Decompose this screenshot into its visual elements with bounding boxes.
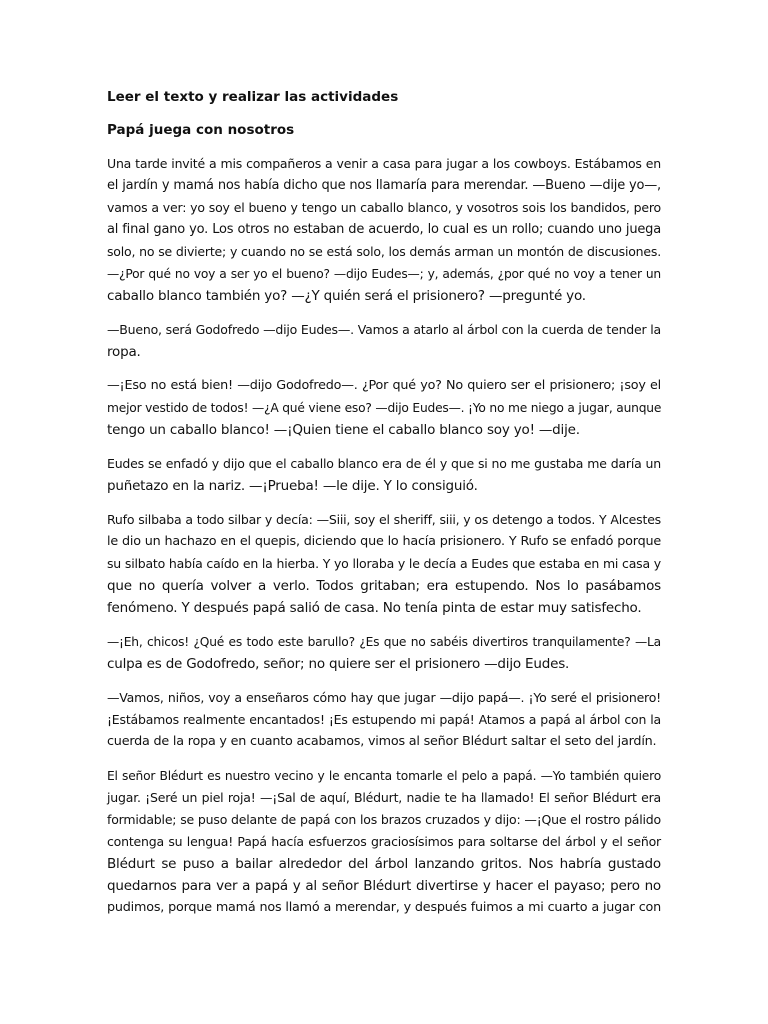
story-paragraph (107, 765, 661, 919)
paragraph-line: al final gano yo. Los otros no estaban de acuerdo, lo cual es un rollo; cuando uno juega (107, 222, 661, 237)
paragraph-line: el jardín y mamá nos había dicho que nos llamaría para merendar. —Bueno —dije yo—, (107, 178, 661, 193)
paragraph-line: El señor Blédurt es nuestro vecino y le encanta tomarle el pelo a papá. —Yo también quiero (107, 769, 661, 783)
paragraph-line: mejor vestido de todos! —¿A qué viene eso? —dijo Eudes—. ¡Yo no me niego a jugar, aunque (107, 401, 662, 415)
story-paragraph (107, 509, 661, 619)
paragraph-line: fenómeno. Y después papá salió de casa. No tenía pinta de estar muy satisfecho. (107, 600, 642, 616)
paragraph-line: —¡Eh, chicos! ¿Qué es todo este barullo? ¿Es que no sabéis divertiros tranquilamente? —La (107, 635, 661, 649)
paragraph-line: caballo blanco también yo? —¿Y quién será el prisionero? —pregunté yo. (107, 288, 586, 304)
paragraph-line: —Bueno, será Godofredo —dijo Eudes—. Vamos a atarlo al árbol con la cuerda de tender la (107, 322, 661, 337)
paragraph-line: Eudes se enfadó y dijo que el caballo blanco era de él y que si no me gustaba me daría un (107, 456, 661, 471)
paragraph-line: ropa. (107, 344, 141, 360)
paragraph-line: formidable; se puso delante de papá con los brazos cruzados y dijo: —¡Que el rostro pálido (107, 812, 661, 827)
paragraph-line: Rufo silbaba a todo silbar y decía: —Siii, soy el sheriff, siii, y os detengo a todos. Y Alcestes (107, 512, 661, 527)
paragraph-line: puñetazo en la nariz. —¡Prueba! —le dije. Y lo consiguió. (107, 478, 478, 494)
paragraph-line: —¡Eso no está bien! —dijo Godofredo—. ¿Por qué yo? No quiero ser el prisionero; ¡soy el (107, 378, 661, 393)
instruction-heading: Leer el texto y realizar las actividades (107, 89, 399, 105)
story-paragraph (107, 153, 661, 307)
paragraph-line: culpa es de Godofredo, señor; no quiere ser el prisionero —dijo Eudes. (107, 656, 570, 672)
paragraph-line: vamos a ver: yo soy el bueno y tengo un caballo blanco, y vosotros sois los bandidos, pero (107, 200, 661, 215)
document-page (107, 86, 661, 931)
paragraph-line: que no quería volver a verlo. Todos gritaban; era estupendo. Nos lo pasábamos (107, 578, 661, 594)
story-body (107, 153, 661, 919)
story-paragraph (107, 375, 661, 441)
paragraph-line: tengo un caballo blanco! —¡Quien tiene el caballo blanco soy yo! —dije. (107, 422, 580, 438)
story-paragraph (107, 319, 661, 363)
paragraph-line: ¡Estábamos realmente encantados! ¡Es estupendo mi papá! Atamos a papá al árbol con la (107, 712, 661, 727)
paragraph-line: —Vamos, niños, voy a enseñaros cómo hay que jugar —dijo papá—. ¡Yo seré el prisionero! (107, 690, 661, 705)
paragraph-line: —¿Por qué no voy a ser yo el bueno? —dijo Eudes—; y, además, ¿por qué no voy a tener un (107, 267, 661, 281)
paragraph-line: jugar. ¡Seré un piel roja! —¡Sal de aquí, Blédurt, nadie te ha llamado! El señor Blédurt era (107, 790, 661, 805)
paragraph-line: quedarnos para ver a papá y al señor Blédurt divertirse y hacer el payaso; pero no (107, 878, 661, 894)
paragraph-line: cuerda de la ropa y en cuanto acabamos, vimos al señor Blédurt saltar el seto del jardín. (107, 734, 657, 749)
paragraph-line: pudimos, porque mamá nos llamó a merendar, y después fuimos a mi cuarto a jugar con (107, 900, 661, 915)
story-paragraph (107, 631, 661, 675)
paragraph-line: su silbato había caído en la hierba. Y yo lloraba y le decía a Eudes que estaba en mi casa y (107, 556, 661, 571)
paragraph-line: contenga su lengua! Papá hacía esfuerzos graciosísimos para soltarse del árbol y el señor (107, 834, 661, 849)
story-paragraph (107, 453, 661, 497)
paragraph-line: solo, no se divierte; y cuando no se está solo, los demás arman un montón de discusiones. (107, 244, 661, 259)
paragraph-line: Blédurt se puso a bailar alrededor del árbol lanzando gritos. Nos habría gustado (107, 856, 661, 872)
paragraph-line: le dio un hachazo en el quepis, diciendo que lo hacía prisionero. Y Rufo se enfadó porque (107, 534, 661, 549)
paragraph-line: Una tarde invité a mis compañeros a venir a casa para jugar a los cowboys. Estábamos en (107, 156, 661, 171)
story-paragraph (107, 687, 661, 753)
story-title: Papá juega con nosotros (107, 122, 295, 138)
